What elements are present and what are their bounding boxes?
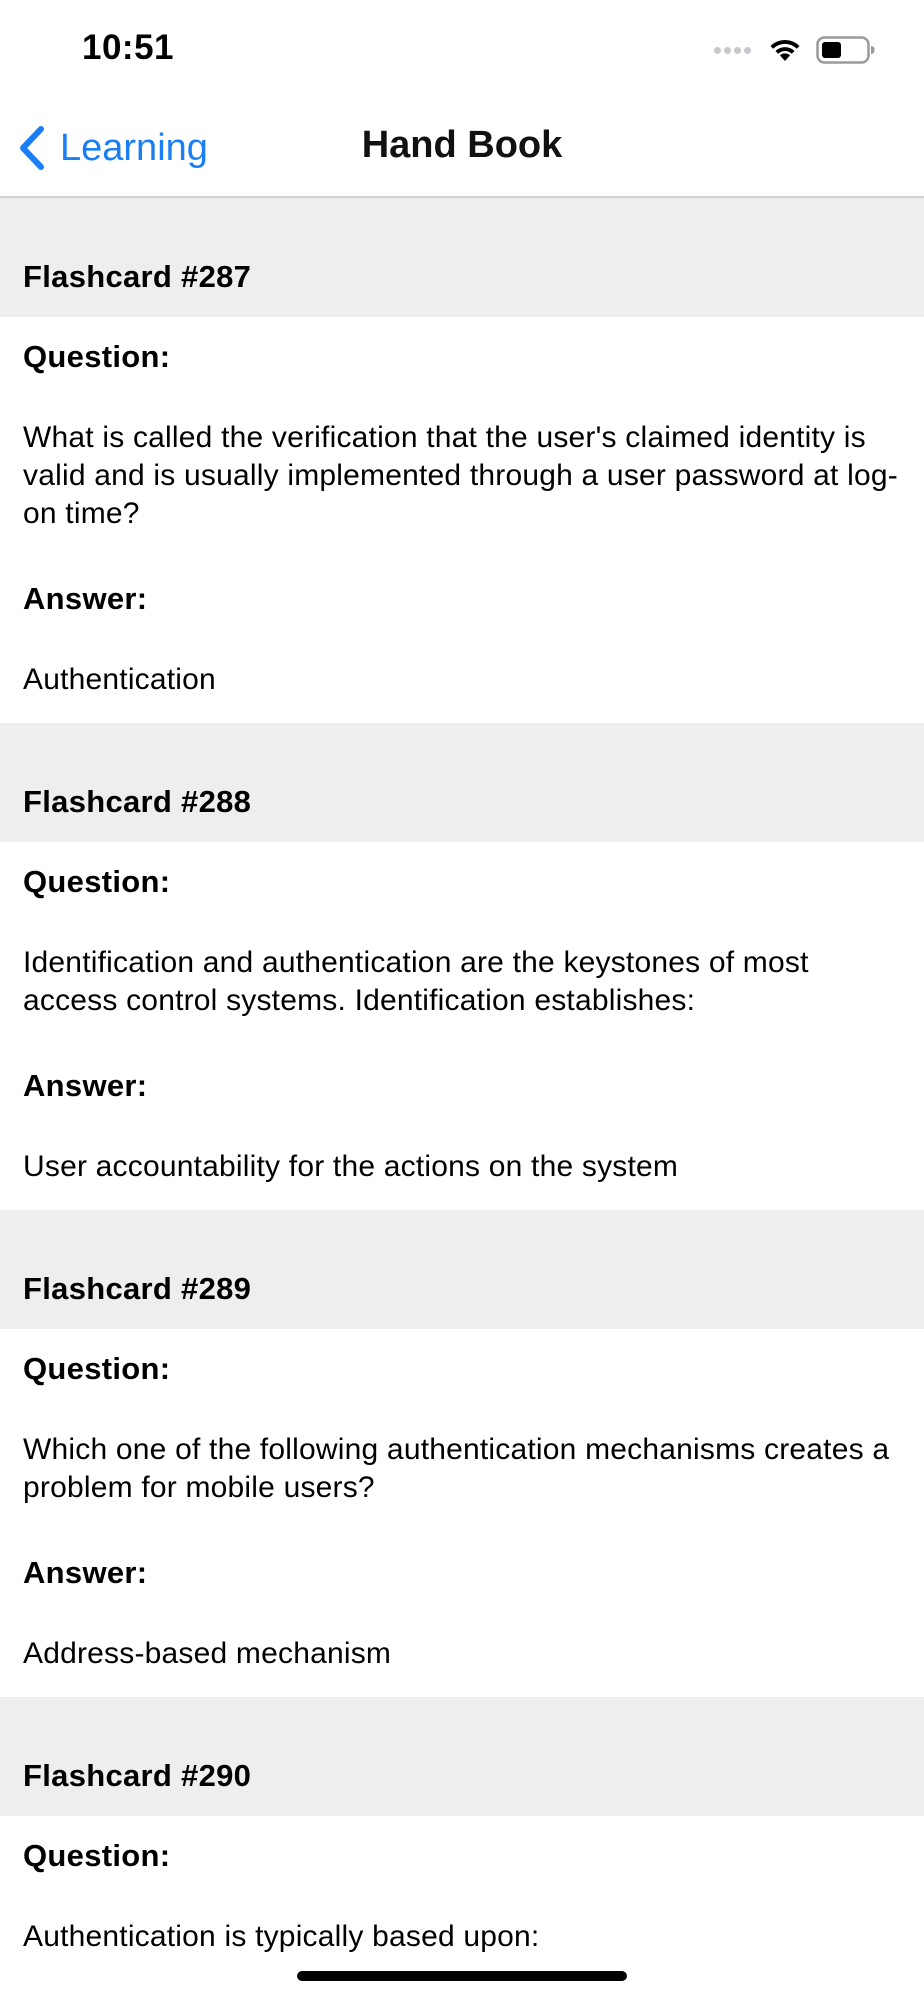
- status-icons: [714, 34, 876, 66]
- question-text: Authentication is typically based upon:: [23, 1920, 540, 1953]
- answer-label: Answer:: [23, 1555, 148, 1590]
- battery-icon: [816, 36, 876, 64]
- flashcard-title: Flashcard #290: [23, 1758, 252, 1793]
- back-button-label: Learning: [60, 126, 208, 169]
- flashcard-body: [0, 842, 924, 1210]
- flashcard-body: [0, 1329, 924, 1697]
- flashcard-title: Flashcard #289: [23, 1271, 252, 1306]
- answer-label: Answer:: [23, 1068, 148, 1103]
- flashcard-title: Flashcard #287: [23, 259, 252, 294]
- flashcard-header: [0, 198, 924, 317]
- navigation-bar: [0, 100, 924, 198]
- flashcard-body: [0, 317, 924, 723]
- page-title: Hand Book: [361, 124, 563, 166]
- signal-dots-icon: [714, 47, 754, 54]
- flashcard-body: [0, 1816, 924, 1982]
- status-bar: [0, 0, 924, 100]
- answer-text: User accountability for the actions on the system: [23, 1150, 679, 1183]
- question-text: Identification and authentication are the keystones of most access control systems. Identification establishes:: [23, 946, 809, 1017]
- flashcard-header: [0, 1697, 924, 1816]
- home-indicator[interactable]: [297, 1971, 627, 1981]
- answer-text: Authentication: [23, 663, 216, 696]
- flashcard-header: [0, 1210, 924, 1329]
- question-label: Question:: [23, 864, 171, 899]
- status-time: 10:51: [82, 28, 175, 67]
- flashcard-list[interactable]: [0, 198, 924, 1982]
- flashcard-header: [0, 723, 924, 842]
- answer-text: Address-based mechanism: [23, 1637, 392, 1670]
- wifi-icon: [768, 37, 802, 63]
- question-label: Question:: [23, 1351, 171, 1386]
- question-label: Question:: [23, 339, 171, 374]
- question-text: Which one of the following authentication mechanisms creates a problem for mobile users?: [23, 1433, 890, 1504]
- answer-label: Answer:: [23, 581, 148, 616]
- question-text: What is called the verification that the user's claimed identity is valid and is usually implemented through a user password at log-on time?: [23, 421, 898, 530]
- question-label: Question:: [23, 1838, 171, 1873]
- flashcard-title: Flashcard #288: [23, 784, 252, 819]
